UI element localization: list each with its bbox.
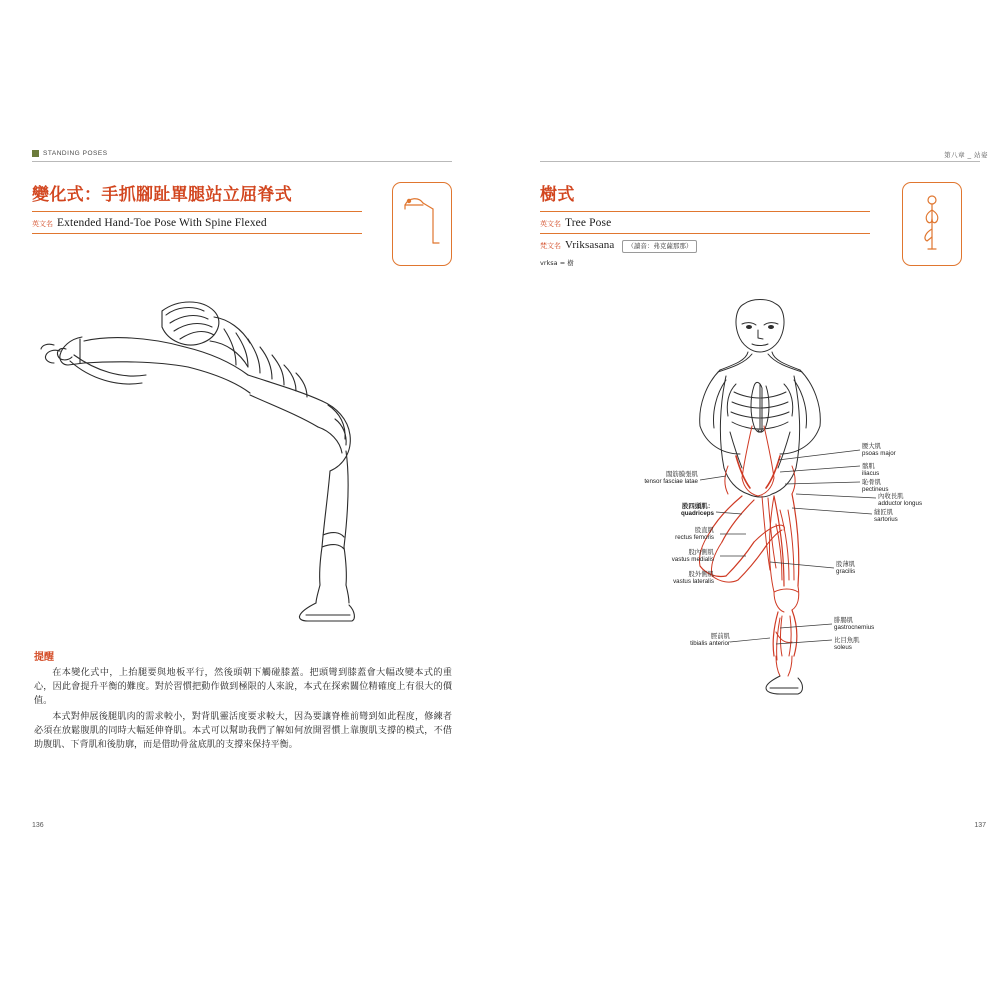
right-sub-rule <box>540 233 870 234</box>
right-sanskrit-name: Vriksasana <box>565 239 615 252</box>
right-title-rule <box>540 211 870 212</box>
left-english-name-row <box>32 216 362 231</box>
label-tensor-fasciae-latae: 闊筋膜張肌 tensor fasciae latae <box>644 470 698 485</box>
right-etymology: vrksa = 樹 <box>540 258 574 267</box>
running-head-rule-left <box>32 161 452 162</box>
label-sartorius: 縫匠肌 sartorius <box>874 508 898 523</box>
label-soleus: 比目魚肌 soleus <box>834 636 860 651</box>
right-english-label: 英文名 <box>540 219 561 228</box>
label-rectus-femoris: 股直肌 rectus femoris <box>675 526 714 541</box>
right-sanskrit-pronunciation: （讀音：弗克薩那那） <box>622 240 697 252</box>
right-title-block <box>540 186 870 267</box>
tree-pose-illustration <box>530 280 990 700</box>
tree-pose-anatomy-figure <box>530 280 990 700</box>
running-head-right-text: 第八章 _ 站姿 <box>944 152 988 159</box>
running-head-rule-right <box>540 161 980 162</box>
label-adductor-longus: 內收長肌 adductor longus <box>878 492 923 507</box>
right-pose-badge <box>902 182 962 266</box>
left-sub-rule <box>32 233 362 234</box>
label-gracilis: 股薄肌 gracilis <box>836 560 856 575</box>
left-page <box>10 150 470 850</box>
pose-icon-tree <box>903 183 961 265</box>
left-title-rule <box>32 211 362 212</box>
right-sanskrit-label: 梵文名 <box>540 242 561 251</box>
running-head-right <box>944 150 988 159</box>
label-quadriceps: 股四頭肌： quadriceps <box>680 502 714 517</box>
folio-left: 136 <box>32 822 44 829</box>
right-english-name-row <box>540 216 870 231</box>
left-english-name: Extended Hand-Toe Pose With Spine Flexed <box>57 216 267 229</box>
left-title-block <box>32 186 362 234</box>
running-head-left-text: STANDING POSES <box>43 150 108 157</box>
running-head-marker-icon <box>32 150 39 157</box>
label-gastrocnemius: 腓腸肌 gastrocnemius <box>834 616 875 631</box>
label-iliacus: 髂肌 iliacus <box>862 462 880 477</box>
right-page <box>530 150 990 850</box>
label-tibialis-anterior: 脛前肌 tibialis anterior <box>690 632 730 647</box>
reminder-heading: 提醒 <box>34 652 54 663</box>
left-english-label: 英文名 <box>32 219 53 228</box>
folio-right: 137 <box>974 822 986 829</box>
label-vastus-lateralis: 股外側肌 vastus lateralis <box>673 570 714 585</box>
left-pose-illustration <box>10 255 470 635</box>
reminder-block <box>34 648 452 755</box>
running-head-left <box>32 150 108 157</box>
left-page-title: 變化式：手抓腳趾單腿站立屈脊式 <box>32 185 293 205</box>
pose-icon-standing-forward-fold <box>393 183 451 265</box>
right-sanskrit-row <box>540 238 870 252</box>
label-pectineus: 恥骨肌 pectineus <box>862 478 889 493</box>
standing-forward-fold-figure <box>10 255 470 635</box>
left-pose-badge <box>392 182 452 266</box>
reminder-paragraph-1: 在本變化式中，上抬腿要與地板平行，然後頭朝下觸碰膝蓋。把頭彎到膝蓋會大幅改變本式的重心，因此會提升平衡的難度。對於習慣把動作做到極限的人來說，本式在探索關位精確度上有很大的價值。 <box>34 668 452 707</box>
reminder-paragraph-2: 本式對伸展後腿肌肉的需求較小，對背肌靈活度要求較大，因為要讓脊椎前彎到如此程度，修練者必須在放鬆腹肌的同時大幅延伸脊肌。本式可以幫助我們了解如何放開習慣上靠腹肌支撐的模式，不借助腹肌、下背肌和後肋廓，而是借助骨盆底肌的支撐來保持平衡。 <box>34 712 452 751</box>
label-vastus-medialis: 股內側肌 vastus medialis <box>671 548 714 563</box>
label-psoas-major: 腰大肌 psoas major <box>862 442 896 457</box>
right-page-title: 樹式 <box>540 185 575 205</box>
right-english-name: Tree Pose <box>565 216 612 229</box>
